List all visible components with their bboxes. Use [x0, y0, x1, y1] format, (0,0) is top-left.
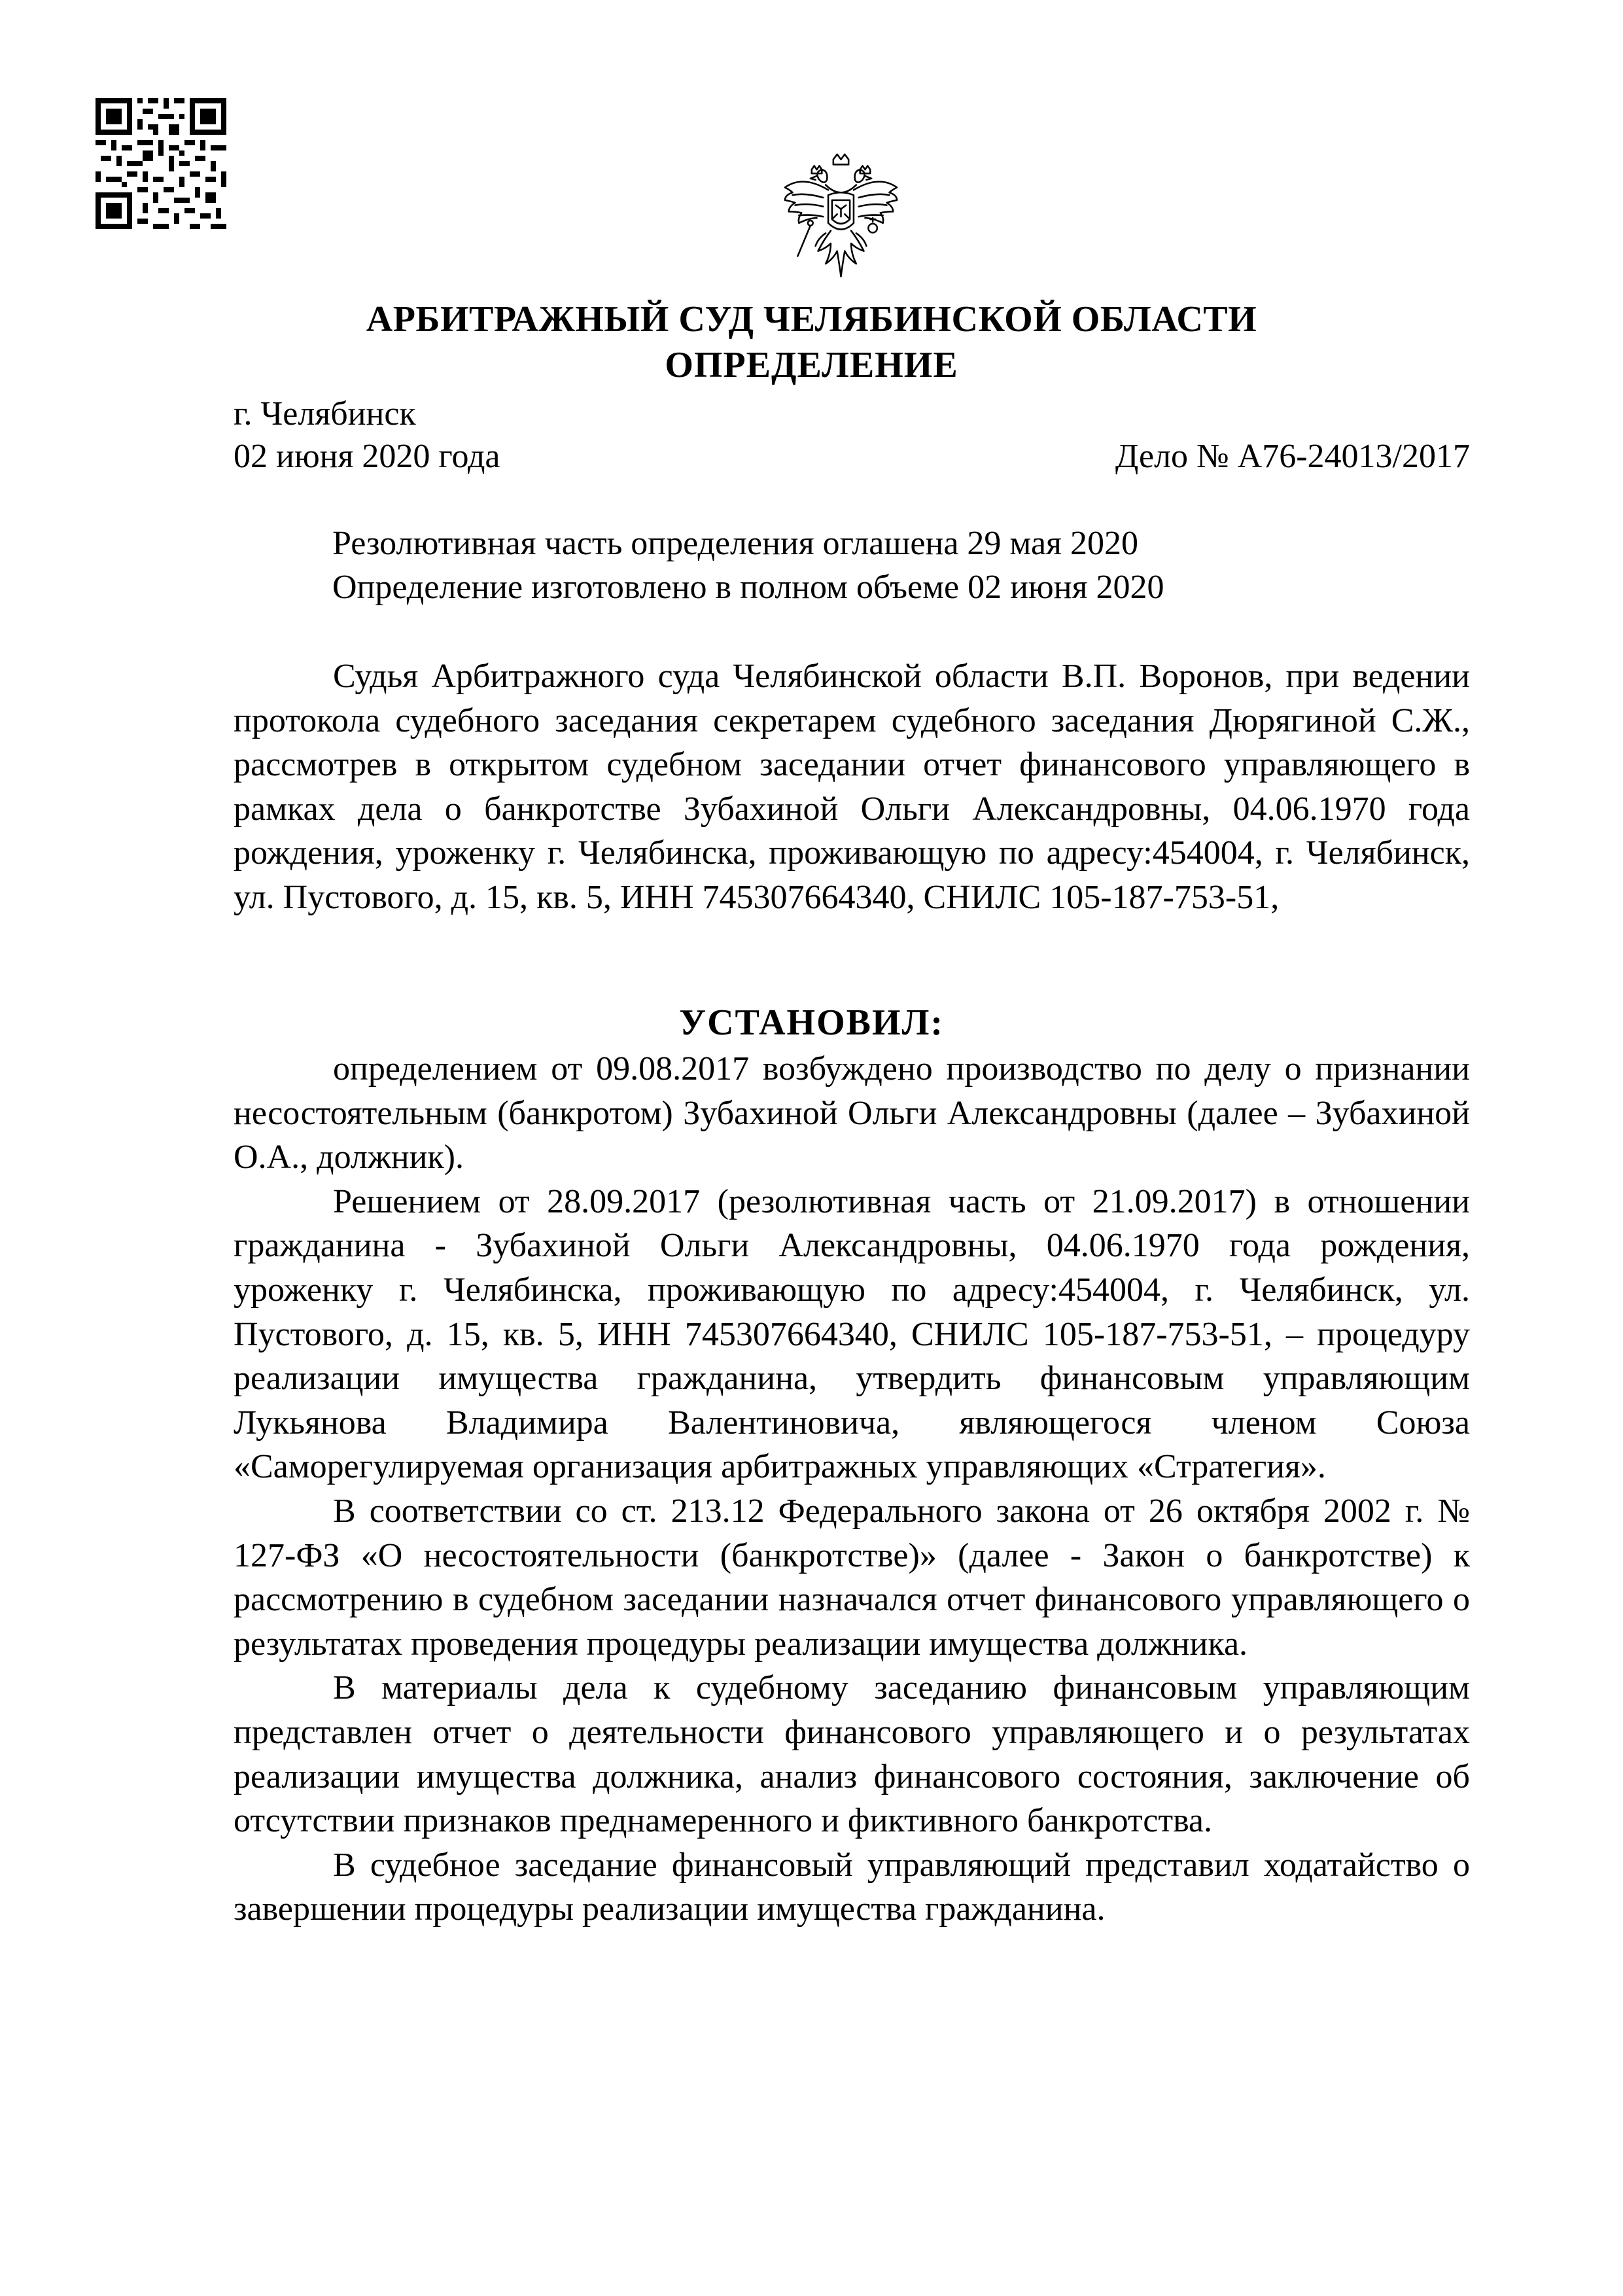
qr-code-icon — [96, 98, 226, 229]
coat-of-arms-icon — [777, 152, 905, 289]
case-number: Дело № А76-24013/2017 — [1115, 438, 1470, 475]
document-date: 02 июня 2020 года — [234, 438, 500, 475]
paragraph: определением от 09.08.2017 возбуждено производство по делу о признании несостоятельным (банкротом) Зубахиной Ольги Александровны (далее – Зубахиной О.А., должник). — [234, 1050, 1470, 1176]
resolution-announced-note: Резолютивная часть определения оглашена 29 мая 2020 — [332, 525, 1138, 562]
section-heading: УСТАНОВИЛ: — [679, 1002, 944, 1043]
intro-paragraph: Судья Арбитражного суда Челябинской области В.П. Воронов, при ведении протокола судебного заседания секретарем судебного заседания Дюрягиной С.Ж., рассмотрев в открытом судебном заседании отчет финансового управляющего в рамках дела о банкротстве Зубахиной Ольги Александровны, 04.06.1970 года рождения, уроженку г. Челябинска, проживающую по адресу:454004, г. Челябинск, ул. Пустового, д. 15, кв. 5, ИНН 745307664340, СНИЛС 105-187-753-51, — [234, 658, 1470, 916]
paragraph: В материалы дела к судебному заседанию финансовым управляющим представлен отчет о деятельности финансового управляющего и о результатах реализации имущества должника, анализ финансового состояния, заключение об отсутствии признаков преднамеренного и фиктивного банкротства. — [234, 1669, 1470, 1840]
document-type: ОПРЕДЕЛЕНИЕ — [665, 345, 958, 385]
body-text — [234, 1047, 1470, 1932]
paragraph: В соответствии со ст. 213.12 Федерального закона от 26 октября 2002 г. № 127-ФЗ «О несостоятельности (банкротстве)» (далее - Закон о банкротстве) к рассмотрению в судебном заседании назначался отчет финансового управляющего о результатах проведения процедуры реализации имущества должника. — [234, 1492, 1470, 1663]
intro-paragraph-block — [234, 654, 1470, 920]
full-text-made-note: Определение изготовлено в полном объеме 02 июня 2020 — [332, 569, 1164, 606]
paragraph: Решением от 28.09.2017 (резолютивная часть от 21.09.2017) в отношении гражданина - Зубахиной Ольги Александровны, 04.06.1970 года рождения, уроженку г. Челябинска, проживающую по адресу:454004, г. Челябинск, ул. Пустового, д. 15, кв. 5, ИНН 745307664340, СНИЛС 105-187-753-51, – процедуру реализации имущества гражданина, утвердить финансовым управляющим Лукьянова Владимира Валентиновича, являющегося членом Союза «Саморегулируемая организация арбитражных управляющих «Стратегия». — [234, 1182, 1470, 1486]
court-name: АРБИТРАЖНЫЙ СУД ЧЕЛЯБИНСКОЙ ОБЛАСТИ — [366, 299, 1257, 340]
city: г. Челябинск — [234, 395, 416, 433]
paragraph: В судебное заседание финансовый управляющий представил ходатайство о завершении процедуры реализации имущества гражданина. — [234, 1846, 1470, 1928]
